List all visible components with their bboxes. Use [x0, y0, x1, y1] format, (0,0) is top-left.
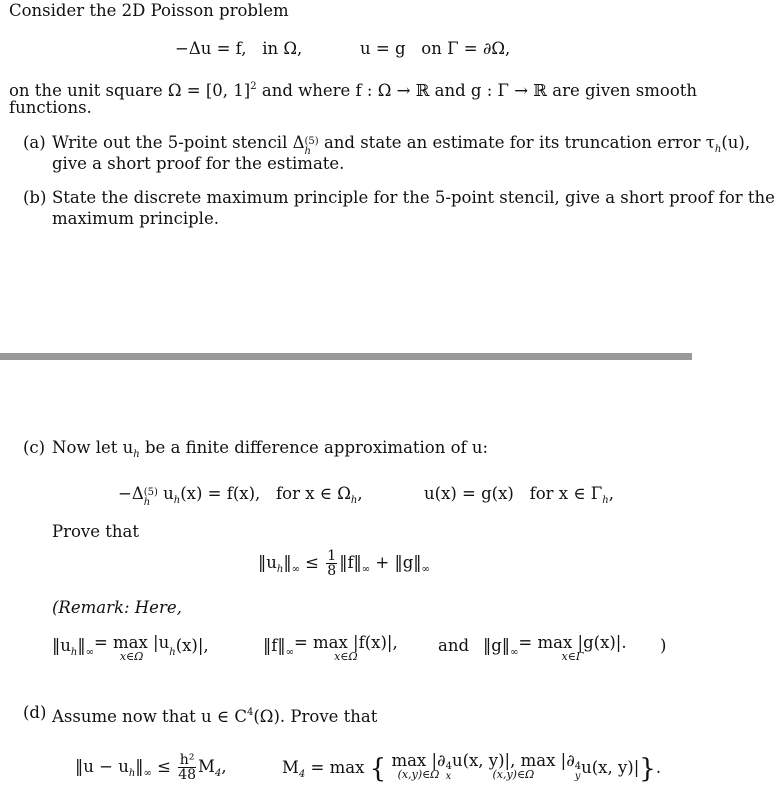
c-comma-2: , — [608, 484, 614, 503]
c-h: h — [143, 497, 151, 508]
norm-definition-1 — [52, 635, 209, 663]
c-eq1b: u — [157, 484, 174, 503]
n3-max-sub: x∈Γ — [561, 650, 584, 663]
norm-definition-3 — [483, 635, 627, 663]
n1-max-text: = max |u — [93, 633, 170, 652]
part-b-line-1: State the discrete maximum principle for the 5-point stencil, give a short proof for the — [52, 188, 775, 207]
dx-x: x — [445, 771, 452, 782]
c-ineq-inf1: ∞ — [291, 564, 300, 575]
c-ineq-d: ‖f‖ — [339, 553, 362, 572]
d-ineq-h: h — [128, 768, 136, 779]
discrete-equation — [118, 483, 363, 511]
d-four: 4 — [247, 707, 254, 718]
line3a: on the unit square Ω = [0, 1] — [9, 81, 251, 100]
m4-definition — [282, 753, 661, 790]
line3b: and where — [256, 81, 356, 100]
d-ineq-inf: ∞ — [143, 768, 152, 779]
c-eq1f: for x ∈ Γ — [529, 484, 603, 503]
n2-max — [294, 635, 398, 662]
c-gamma-h: h — [602, 495, 609, 506]
five-sup: (5) — [304, 136, 319, 147]
left-brace: { — [369, 754, 387, 784]
uh-sub: h — [133, 449, 140, 460]
c-ineq-inf2: ∞ — [361, 564, 371, 575]
c-uh-sub: h — [173, 495, 181, 506]
c-ineq-inf3: ∞ — [421, 564, 430, 575]
d-m4c: max |∂ — [391, 751, 446, 770]
intro-line-4: functions. — [9, 98, 92, 117]
d-m-four: 4 — [214, 768, 222, 779]
c-ineq-c: ≤ — [299, 553, 325, 572]
remark-close: ) — [660, 636, 667, 655]
part-b-line-2: maximum principle. — [52, 209, 219, 228]
d-comma: , — [221, 757, 227, 776]
a-text1c: (u), — [721, 133, 751, 152]
c-norm2: ‖f‖ — [263, 636, 286, 655]
d-m4d: u(x, y)|, max |∂ — [451, 751, 575, 770]
n1-h: h — [70, 647, 78, 658]
d-text: Assume now that u ∈ C — [52, 707, 247, 726]
n1-uh: h — [169, 647, 176, 658]
n2-max-text: = max |f(x)|, — [293, 633, 398, 652]
d-m4e: u(x, y)| — [581, 758, 640, 777]
c-comma-1: , — [357, 484, 363, 503]
part-b-label: (b) — [23, 188, 47, 207]
part-d-inequality — [75, 750, 227, 791]
c-eq1: −Δ — [118, 484, 144, 503]
d-frac-num: h² — [179, 752, 195, 768]
discrete-boundary — [424, 483, 614, 511]
c-norm1: ‖u — [52, 636, 71, 655]
poisson-equation — [175, 38, 302, 59]
c-ineq-e: + ‖g‖ — [370, 553, 422, 572]
n2-inf: ∞ — [285, 647, 294, 658]
intro-line-3 — [9, 76, 697, 101]
part-c-remark: (Remark: Here, — [52, 598, 182, 617]
d-max-2-sub: (x,y)∈Ω — [492, 768, 535, 781]
d-max-1-sub: (x,y)∈Ω — [397, 768, 440, 781]
d-max-2 — [452, 753, 575, 780]
c-norm1b: ‖ — [77, 636, 86, 655]
part-c-line-1 — [52, 437, 488, 465]
eq-lhs: −Δu = f, — [175, 39, 247, 58]
page-separator — [0, 353, 692, 360]
n1-max-sub: x∈Ω — [119, 650, 144, 663]
c-norm3: ‖g‖ — [483, 636, 511, 655]
eq-mid: u = g — [360, 39, 406, 58]
eq-in: in Ω, — [262, 39, 303, 58]
h-sub: h — [304, 146, 311, 157]
c-eq1d: for x ∈ Ω — [276, 484, 351, 503]
part-d-line-1 — [52, 702, 377, 727]
d-m4b: = max — [305, 758, 365, 777]
d-ineq-d: M — [198, 757, 215, 776]
line3c: f : Ω → ℝ and g : Γ → ℝ are given smooth — [355, 81, 698, 100]
d-frac-den: 48 — [178, 767, 197, 783]
c-norm1d: (x)|, — [175, 636, 209, 655]
c-ineq-a: ‖u — [258, 553, 277, 572]
part-a-label: (a) — [23, 133, 46, 152]
c-eq1c: (x) = f(x), — [180, 484, 261, 503]
part-a-line-2: give a short proof for the estimate. — [52, 154, 345, 173]
n3-max-text: = max |g(x)|. — [518, 633, 627, 652]
and-word: and — [438, 636, 470, 655]
boundary-equation — [360, 38, 510, 59]
c-omega-h: h — [350, 495, 358, 506]
c-five: (5) — [143, 487, 158, 498]
d-m4: M — [282, 758, 299, 777]
dy-y: y — [574, 771, 581, 782]
h2-over-48-fraction — [178, 753, 196, 782]
c-text1b: be a finite difference approximation of u: — [139, 438, 489, 457]
d-ineq-c: ≤ — [151, 757, 177, 776]
c-text1: Now let u — [52, 438, 134, 457]
intro-line-1: Consider the 2D Poisson problem — [9, 1, 289, 20]
a-text1b: and state an estimate for its truncation error τ — [318, 133, 715, 152]
c-stencil-indices — [144, 488, 158, 508]
dx-four: 4 — [445, 761, 452, 772]
one-eighth-fraction — [326, 549, 337, 578]
d-max-1 — [391, 753, 445, 780]
sup-two: 2 — [250, 81, 257, 92]
tau-sub: h — [714, 144, 722, 155]
part-d-label: (d) — [23, 703, 47, 722]
c-eq1e: u(x) = g(x) — [424, 484, 514, 503]
eq-on: on Γ = ∂Ω, — [421, 39, 511, 58]
d-ineq-a: ‖u − u — [75, 757, 129, 776]
n3-inf: ∞ — [510, 647, 519, 658]
norm-definition-2 — [263, 635, 398, 663]
n3-max — [518, 635, 626, 662]
frac-num: 1 — [327, 548, 337, 564]
part-c-prove: Prove that — [52, 522, 139, 541]
d-text-b: (Ω). Prove that — [253, 707, 378, 726]
d-ineq-b: ‖ — [135, 757, 144, 776]
frac-den: 8 — [327, 563, 337, 579]
dy-four: 4 — [574, 761, 582, 772]
part-c-inequality — [258, 548, 430, 585]
c-ineq-b: ‖ — [283, 553, 292, 572]
d-m4f: . — [655, 758, 662, 777]
c-ineq-h: h — [276, 564, 284, 575]
n1-inf: ∞ — [85, 647, 94, 658]
part-c-label: (c) — [23, 438, 46, 457]
a-text1: Write out the 5-point stencil Δ — [52, 133, 305, 152]
n1-max — [94, 635, 169, 662]
right-brace: } — [639, 754, 656, 784]
d-m4-four: 4 — [298, 769, 306, 780]
n2-max-sub: x∈Ω — [334, 650, 358, 663]
